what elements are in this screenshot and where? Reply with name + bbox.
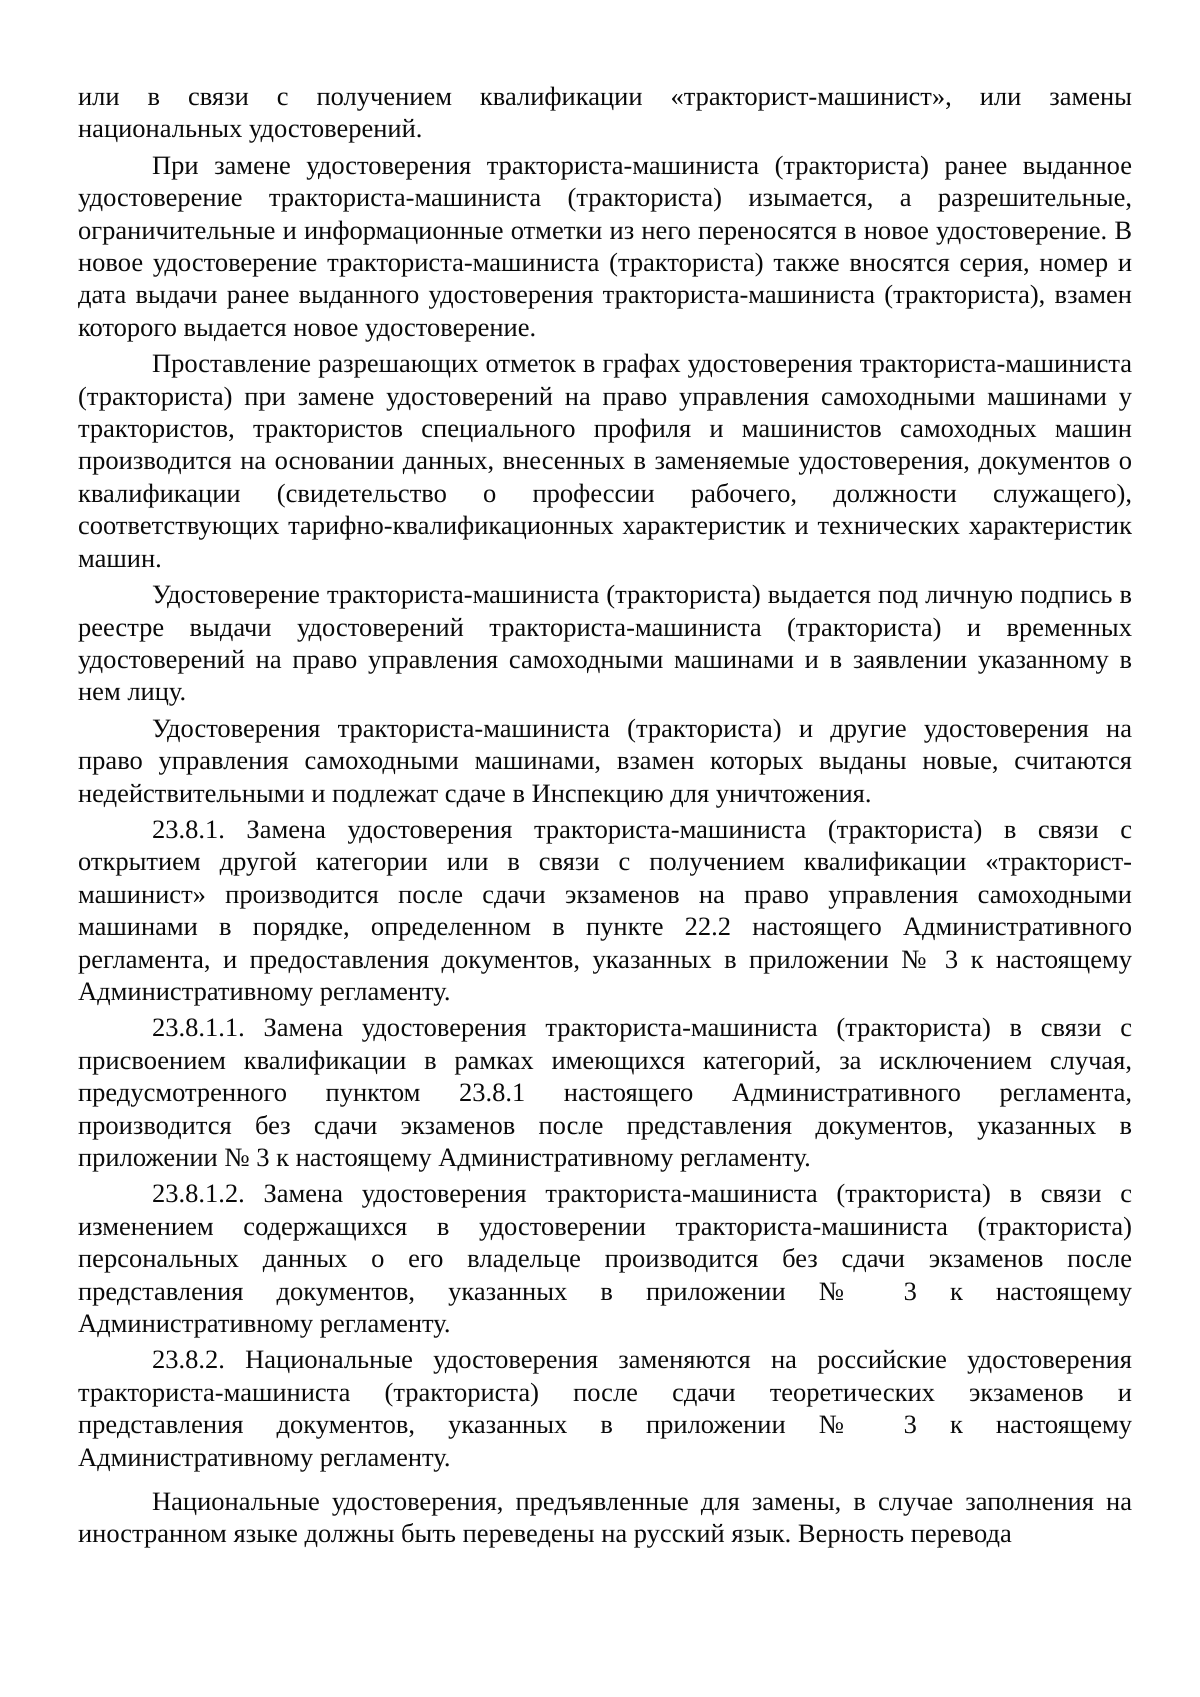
paragraph-5: Удостоверения тракториста-машиниста (тракториста) и другие удостоверения на право управления самоходными машинами, взамен которых выданы новые, считаются недействительными и подлежат сдаче в Инспекцию для уничтожения.	[78, 712, 1132, 808]
paragraph-2: При замене удостоверения тракториста-машиниста (тракториста) ранее выданное удостоверение тракториста-машиниста (тракториста) изымается, а разрешительные, ограничительные и информационные отметки из него переносятся в новое удостоверение. В новое удостоверение тракториста-машиниста (тракториста) также вносятся серия, номер и дата выдачи ранее выданного удостоверения тракториста-машиниста (тракториста), взамен которого выдается новое удостоверение.	[78, 149, 1132, 342]
paragraph-4: Удостоверение тракториста-машиниста (тракториста) выдается под личную подпись в реестре выдачи удостоверений тракториста-машиниста (тракториста) и временных удостоверений на право управления самоходными машинами и в заявлении указанному в нем лицу.	[78, 579, 1132, 707]
paragraph-9: 23.8.2. Национальные удостоверения заменяются на российские удостоверения тракториста-машиниста (тракториста) после сдачи теоретических экзаменов и представления документов, указанных в приложении № 3 к настоящему Административному регламенту.	[78, 1344, 1132, 1472]
document-page	[78, 80, 1132, 1550]
paragraph-1: или в связи с получением квалификации «тракторист-машинист», или замены национальных удостоверений.	[78, 81, 1132, 144]
paragraph-6: 23.8.1. Замена удостоверения тракториста-машиниста (тракториста) в связи с открытием другой категории или в связи с получением квалификации «тракторист-машинист» производится после сдачи экзаменов на право управления самоходными машинами в порядке, определенном в пункте 22.2 настоящего Административного регламента, и предоставления документов, указанных в приложении № 3 к настоящему Административному регламенту.	[78, 813, 1132, 1006]
paragraph-3: Проставление разрешающих отметок в графах удостоверения тракториста-машиниста (тракториста) при замене удостоверений на право управления самоходными машинами у трактористов, трактористов специального профиля и машинистов самоходных машин производится на основании данных, внесенных в заменяемые удостоверения, документов о квалификации (свидетельство о профессии рабочего, должности служащего), соответствующих тарифно-квалификационных характеристик и технических характеристик машин.	[78, 348, 1132, 573]
paragraph-10: Национальные удостоверения, предъявленные для замены, в случае заполнения на иностранном языке должны быть переведены на русский язык. Верность перевода	[78, 1486, 1132, 1549]
paragraph-8: 23.8.1.2. Замена удостоверения тракториста-машиниста (тракториста) в связи с изменением содержащихся в удостоверении тракториста-машиниста (тракториста) персональных данных о его владельце производится без сдачи экзаменов после представления документов, указанных в приложении № 3 к настоящему Административному регламенту.	[78, 1178, 1132, 1339]
paragraph-7: 23.8.1.1. Замена удостоверения тракториста-машиниста (тракториста) в связи с присвоением квалификации в рамках имеющихся категорий, за исключением случая, предусмотренного пунктом 23.8.1 настоящего Административного регламента, производится без сдачи экзаменов после представления документов, указанных в приложении № 3 к настоящему Административному регламенту.	[78, 1012, 1132, 1172]
